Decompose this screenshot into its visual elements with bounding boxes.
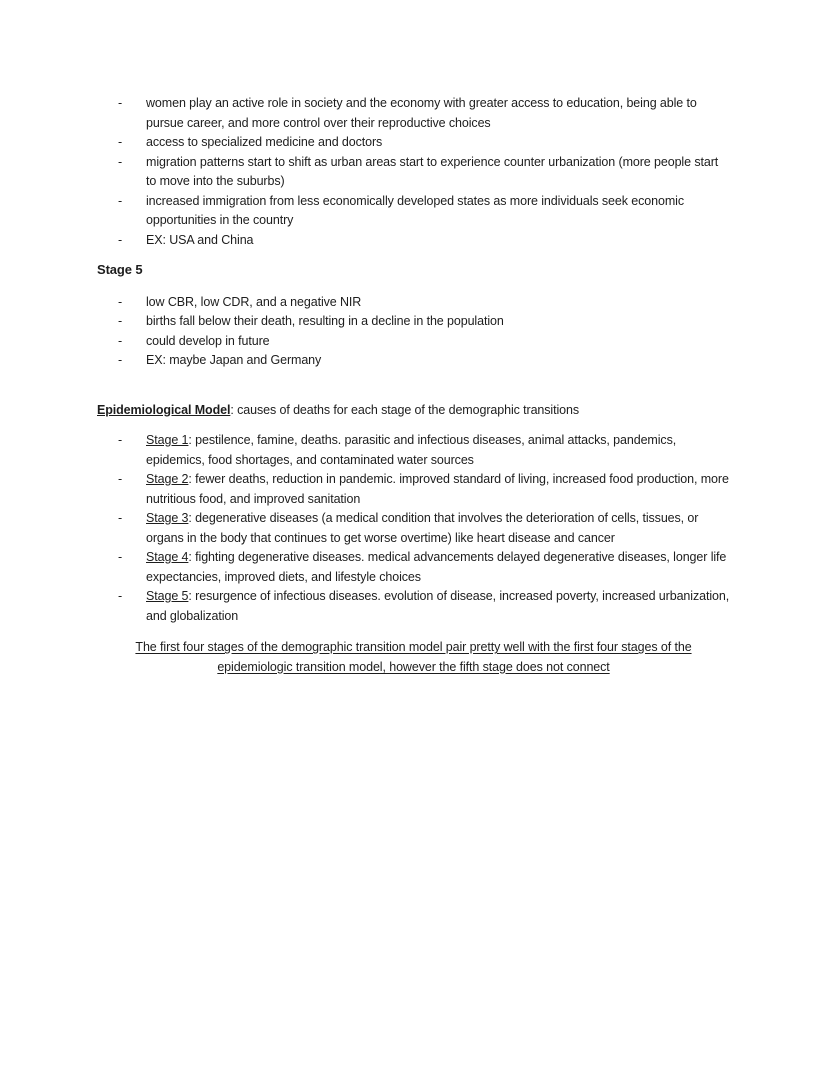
stage-label: Stage 2 xyxy=(146,472,189,486)
list-item-text xyxy=(146,472,729,506)
list-item-text xyxy=(146,334,269,348)
bullet-dash: - xyxy=(118,433,123,447)
epidemiological-model-heading xyxy=(97,401,730,421)
bullet-dash: - xyxy=(118,472,123,486)
bullet-dash: - xyxy=(118,193,123,208)
list-item xyxy=(97,587,730,626)
list-item-text xyxy=(146,96,697,130)
list-item-body: low CBR, low CDR, and a negative NIR xyxy=(146,294,362,309)
list-item-text xyxy=(146,353,321,367)
bullet-dash: - xyxy=(118,333,123,348)
list-item-body: : pestilence, famine, deaths. parasitic and infectious diseases, animal attacks, pandemics, epidemics, food shortages, and contaminated water sources xyxy=(146,433,677,467)
list-item-body: births fall below their death, resulting in a decline in the population xyxy=(146,314,504,328)
list-item-body: EX: USA and China xyxy=(146,232,254,247)
list-item-text xyxy=(146,155,718,189)
stage4-characteristics-list xyxy=(97,94,730,250)
bullet-dash: - xyxy=(118,353,123,367)
list-item-text xyxy=(146,233,253,247)
list-item-text xyxy=(146,135,382,149)
list-item xyxy=(97,192,730,231)
list-item-body: EX: maybe Japan and Germany xyxy=(146,353,322,367)
bullet-dash: - xyxy=(118,294,123,309)
bullet-dash: - xyxy=(118,154,123,169)
epidemiological-model-definition: : causes of deaths for each stage of the demographic transitions xyxy=(230,402,580,417)
list-item-text xyxy=(146,550,726,584)
list-item-body: increased immigration from less economically developed states as more individuals seek economic opportunities in the country xyxy=(146,193,684,227)
list-item-body: migration patterns start to shift as urban areas start to experience counter urbanization (more people start to move into the suburbs) xyxy=(146,154,719,188)
epidemiological-model-term: Epidemiological Model xyxy=(97,402,231,417)
stage-label: Stage 1 xyxy=(146,433,189,447)
list-item xyxy=(97,431,730,470)
stage5-heading: Stage 5 xyxy=(97,262,143,277)
list-item xyxy=(97,312,730,332)
list-item-body: : resurgence of infectious diseases. evolution of disease, increased poverty, increased urbanization, and globalization xyxy=(146,589,730,623)
bullet-dash: - xyxy=(118,314,123,328)
stage5-characteristics-list xyxy=(97,293,730,371)
list-item-body: : degenerative diseases (a medical condition that involves the deterioration of cells, tissues, or organs in the body that continues to get worse overtime) like heart disease and cancer xyxy=(146,511,699,545)
bullet-dash: - xyxy=(118,550,123,564)
list-item-text xyxy=(146,511,698,545)
list-item-text xyxy=(146,314,504,328)
stage-label: Stage 3 xyxy=(146,511,189,525)
list-item-text xyxy=(146,433,676,467)
list-item-text xyxy=(146,589,729,623)
list-item-body: : fighting degenerative diseases. medical advancements delayed degenerative diseases, longer life expectancies, improved diets, and lifestyle choices xyxy=(146,550,727,584)
list-item-body: could develop in future xyxy=(146,333,270,348)
list-item-text xyxy=(146,194,684,228)
list-item xyxy=(97,470,730,509)
list-item xyxy=(97,351,730,371)
list-item xyxy=(97,332,730,352)
list-item xyxy=(97,293,730,313)
bullet-dash: - xyxy=(118,96,123,110)
list-item xyxy=(97,133,730,153)
stage-label: Stage 5 xyxy=(146,589,189,603)
list-item-body: women play an active role in society and the economy with greater access to education, being able to pursue career, and more control over their reproductive choices xyxy=(146,96,697,130)
list-item-text xyxy=(146,295,361,309)
list-item xyxy=(97,548,730,587)
list-item xyxy=(97,509,730,548)
list-item xyxy=(97,94,730,133)
bullet-dash: - xyxy=(118,589,123,603)
epidemiological-stages-list xyxy=(97,431,730,626)
bullet-dash: - xyxy=(118,135,123,149)
list-item xyxy=(97,153,730,192)
conclusion-paragraph: The first four stages of the demographic transition model pair pretty well with the first four stages of the epidemiologic transition model, however the fifth stage does not connect xyxy=(135,640,692,674)
list-item-body: : fewer deaths, reduction in pandemic. improved standard of living, increased food production, more nutritious food, and improved sanitation xyxy=(146,472,729,506)
bullet-dash: - xyxy=(118,232,123,247)
list-item-body: access to specialized medicine and doctors xyxy=(146,135,383,149)
list-item xyxy=(97,231,730,251)
stage-label: Stage 4 xyxy=(146,550,189,564)
bullet-dash: - xyxy=(118,511,123,525)
